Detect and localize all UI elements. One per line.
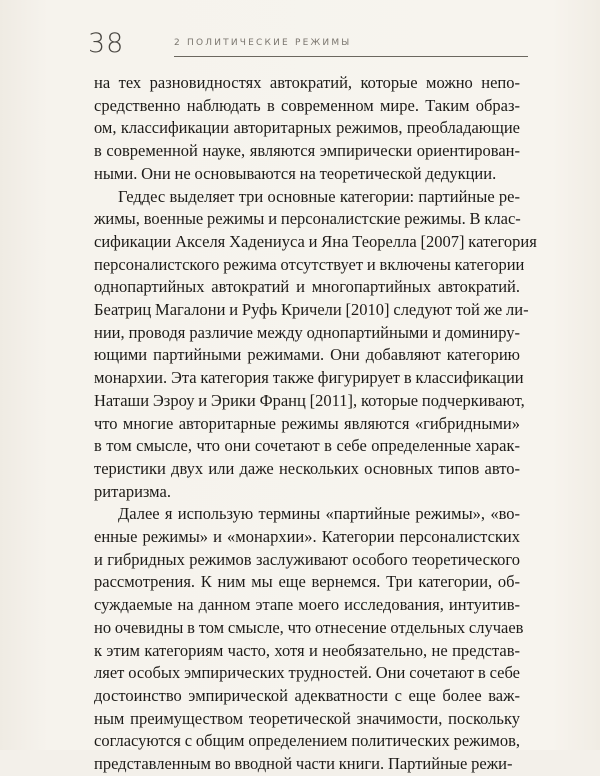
text-line: представленным во вводной части книги. Партийные режи- — [94, 754, 513, 774]
header-rule — [174, 56, 528, 57]
text-line: достоинство эмпирической адекватности с еще более важ- — [94, 685, 520, 705]
text-line: однопартийных автократий и многопартийных автократий. — [94, 277, 520, 297]
text-line: ными. Они не основываются на теоретической дедукции. — [94, 163, 497, 183]
text-line: суждаемые на данном этапе моего исследования, интуитив- — [94, 595, 520, 615]
running-head: 2 ПОЛИТИЧЕСКИЕ РЕЖИМЫ — [174, 38, 352, 48]
text-line: теристики двух или даже нескольких основных типов авто- — [94, 458, 520, 478]
text-line: сификации Акселя Хадениуса и Яна Теорелла [2007] категория — [94, 231, 537, 251]
text-line: к этим категориям часто, хотя и необязательно, не представ- — [94, 640, 520, 660]
text-line: в том смысле, что они сочетают в себе определенные харак- — [94, 436, 520, 456]
text-line: что многие авторитарные режимы являются «гибридными» — [94, 413, 520, 433]
text-line: ом, классификации авторитарных режимов, преобладающие — [94, 118, 520, 138]
text-line: ющими партийными режимами. Они добавляют категорию — [94, 345, 520, 365]
page-header — [88, 28, 528, 64]
text-line: Далее я использую термины «партийные режимы», «во- — [118, 504, 520, 524]
text-line: в современной науке, являются эмпирически ориентирован- — [94, 141, 520, 161]
text-line: согласуются с общим определением политических режимов, — [94, 731, 520, 751]
text-line: но очевидны в том смысле, что отнесение отдельных случаев — [94, 617, 524, 637]
text-line: и гибридных режимов заслуживают особого теоретического — [94, 549, 520, 569]
text-line: рассмотрения. К ним мы еще вернемся. Три категории, об- — [94, 572, 520, 592]
text-line: енные режимы» и «монархии». Категории персоналистских — [94, 527, 520, 547]
text-line: Геддес выделяет три основные категории: партийные ре- — [118, 186, 520, 206]
paragraph — [94, 503, 524, 775]
text-line: Беатриц Магалони и Руфь Кричели [2010] следуют той же ли- — [94, 300, 529, 320]
text-line: монархии. Эта категория также фигурирует в классификации — [94, 368, 524, 388]
text-line: на тех разновидностях автократий, которые можно непо- — [94, 73, 520, 92]
text-line: жимы, военные режимы и персоналистские режимы. В клас- — [94, 209, 521, 229]
text-line: ляет особых эмпирических трудностей. Они сочетают в себе — [94, 663, 520, 683]
text-line: персоналистского режима отсутствует и включены категории — [94, 254, 525, 274]
text-line: ритаризма. — [94, 481, 171, 501]
paragraph — [94, 186, 537, 504]
body-text — [94, 72, 537, 776]
text-line: средственно наблюдать в современном мире. Таким образ- — [94, 95, 520, 115]
page-number: 38 — [88, 28, 125, 59]
text-line: нии, проводя различие между однопартийными и доминиру- — [94, 322, 520, 342]
text-line: Наташи Эзроу и Эрики Франц [2011], которые подчеркивают, — [94, 390, 525, 410]
text-line: ным преимуществом теоретической значимости, поскольку — [94, 708, 520, 728]
paragraph — [94, 72, 520, 186]
